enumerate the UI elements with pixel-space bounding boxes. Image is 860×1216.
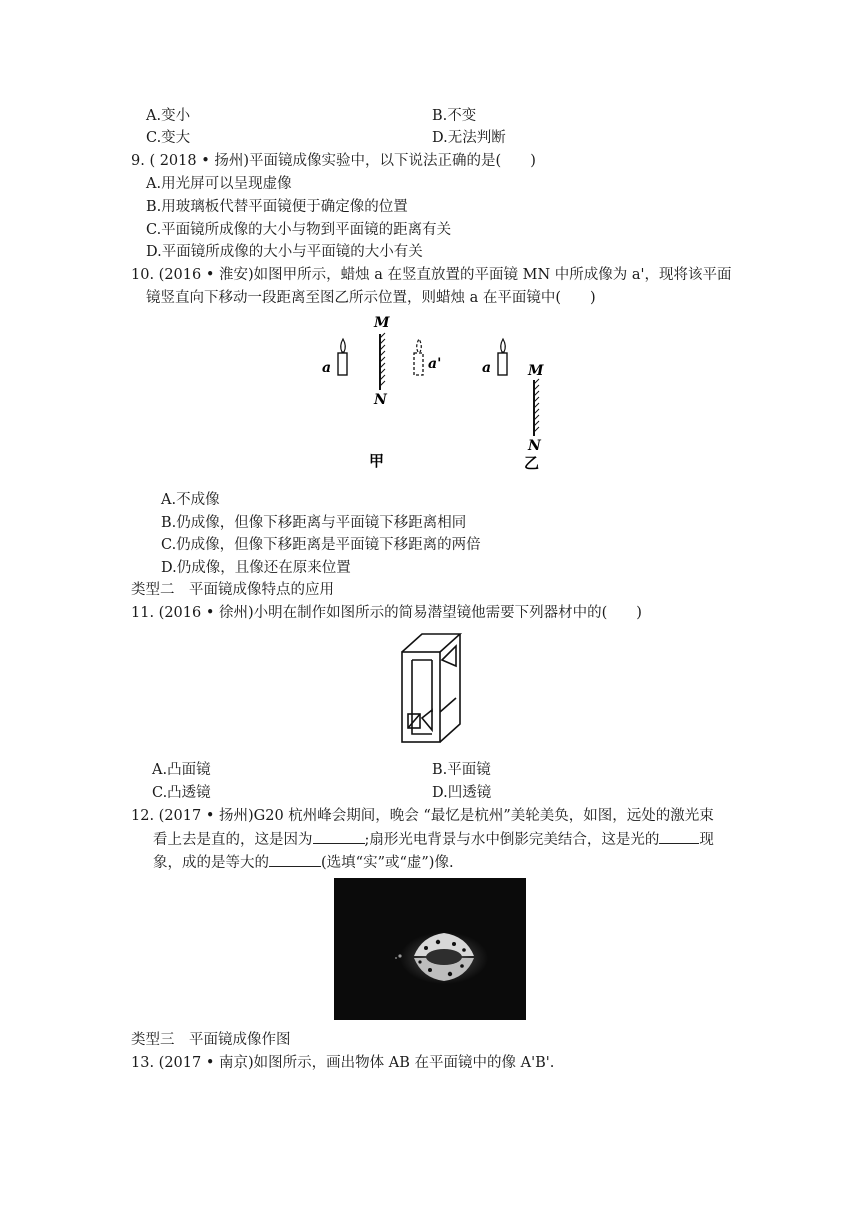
fig-jia-candle-icon bbox=[338, 339, 347, 375]
q8-option-a: A.变小 bbox=[146, 108, 191, 124]
q13-stem: 13. (2017 • 南京)如图所示，画出物体 AB 在平面镜中的像 A'B'. bbox=[131, 1055, 555, 1071]
q12-text-part-d: 象，成的是等大的 bbox=[153, 855, 269, 871]
fig-yi-candle-icon bbox=[498, 339, 507, 375]
fig-yi-label-m: M bbox=[528, 363, 544, 379]
fig-yi-caption: 乙 bbox=[524, 454, 540, 472]
q11-stem: 11. (2016 • 徐州)小明在制作如图所示的简易潜望镜他需要下列器材中的( ) bbox=[131, 605, 642, 621]
fig-yi-label-n: N bbox=[528, 438, 541, 454]
q12-stem-line2 bbox=[153, 829, 714, 850]
q9-option-a: A.用光屏可以呈现虚像 bbox=[146, 176, 292, 192]
q8-option-c: C.变大 bbox=[146, 130, 191, 146]
fig-jia-label-m: M bbox=[374, 315, 390, 331]
q9-stem: 9. ( 2018 • 扬州)平面镜成像实验中，以下说法正确的是( ) bbox=[131, 153, 536, 169]
q12-blank-1[interactable] bbox=[313, 829, 365, 844]
q10-option-c: C.仍成像，但像下移距离是平面镜下移距离的两倍 bbox=[161, 537, 481, 553]
fig-jia-caption: 甲 bbox=[369, 452, 385, 470]
q10-option-b: B.仍成像，但像下移距离与平面镜下移距离相同 bbox=[161, 515, 467, 531]
q11-option-d: D.凹透镜 bbox=[432, 785, 492, 801]
q12-night-show-photo bbox=[334, 878, 526, 1020]
q12-blank-3[interactable] bbox=[269, 852, 321, 867]
q9-option-b: B.用玻璃板代替平面镜便于确定像的位置 bbox=[146, 199, 408, 215]
q12-text-part-c: 现 bbox=[699, 832, 714, 848]
fig-jia-label-n: N bbox=[374, 392, 387, 408]
q12-blank-2[interactable] bbox=[659, 829, 699, 844]
q12-stem-line3 bbox=[153, 852, 454, 873]
fig-jia-candle-image-icon bbox=[414, 339, 423, 375]
q10-option-d: D.仍成像，且像还在原来位置 bbox=[161, 560, 351, 576]
q12-text-part-a: 看上去是直的，这是因为 bbox=[153, 832, 313, 848]
q10-mirror-figure bbox=[312, 312, 552, 476]
q10-stem-line2: 镜竖直向下移动一段距离至图乙所示位置，则蜡烛 a 在平面镜中( ) bbox=[146, 290, 596, 306]
fig-jia-label-a-image: a' bbox=[428, 356, 442, 372]
q11-option-a: A.凸面镜 bbox=[152, 762, 211, 778]
q11-periscope-figure bbox=[398, 630, 468, 746]
q12-text-part-e: (选填“实”或“虚”)像. bbox=[321, 855, 454, 871]
q8-option-d: D.无法判断 bbox=[432, 130, 506, 146]
q10-option-a: A.不成像 bbox=[161, 492, 220, 508]
q10-stem-line1: 10. (2016 • 淮安)如图甲所示，蜡烛 a 在竖直放置的平面镜 MN 中所成像为 a'，现将该平面 bbox=[131, 267, 732, 283]
q12-stem-line1: 12. (2017 • 扬州)G20 杭州峰会期间，晚会 “最忆是杭州”美轮美奂，如图，远处的激光束 bbox=[131, 808, 714, 824]
q9-option-d: D.平面镜所成像的大小与平面镜的大小有关 bbox=[146, 244, 423, 260]
q8-option-b: B.不变 bbox=[432, 108, 477, 124]
q11-option-b: B.平面镜 bbox=[432, 762, 491, 778]
fig-jia-label-a: a bbox=[322, 360, 332, 376]
q9-option-c: C.平面镜所成像的大小与物到平面镜的距离有关 bbox=[146, 222, 452, 238]
section-type3-heading: 类型三 平面镜成像作图 bbox=[131, 1032, 291, 1048]
q11-option-c: C.凸透镜 bbox=[152, 785, 211, 801]
section-type2-heading: 类型二 平面镜成像特点的应用 bbox=[131, 582, 334, 598]
fig-yi-label-a: a bbox=[482, 360, 492, 376]
q12-text-part-b: ;扇形光电背景与水中倒影完美结合，这是光的 bbox=[364, 832, 660, 848]
